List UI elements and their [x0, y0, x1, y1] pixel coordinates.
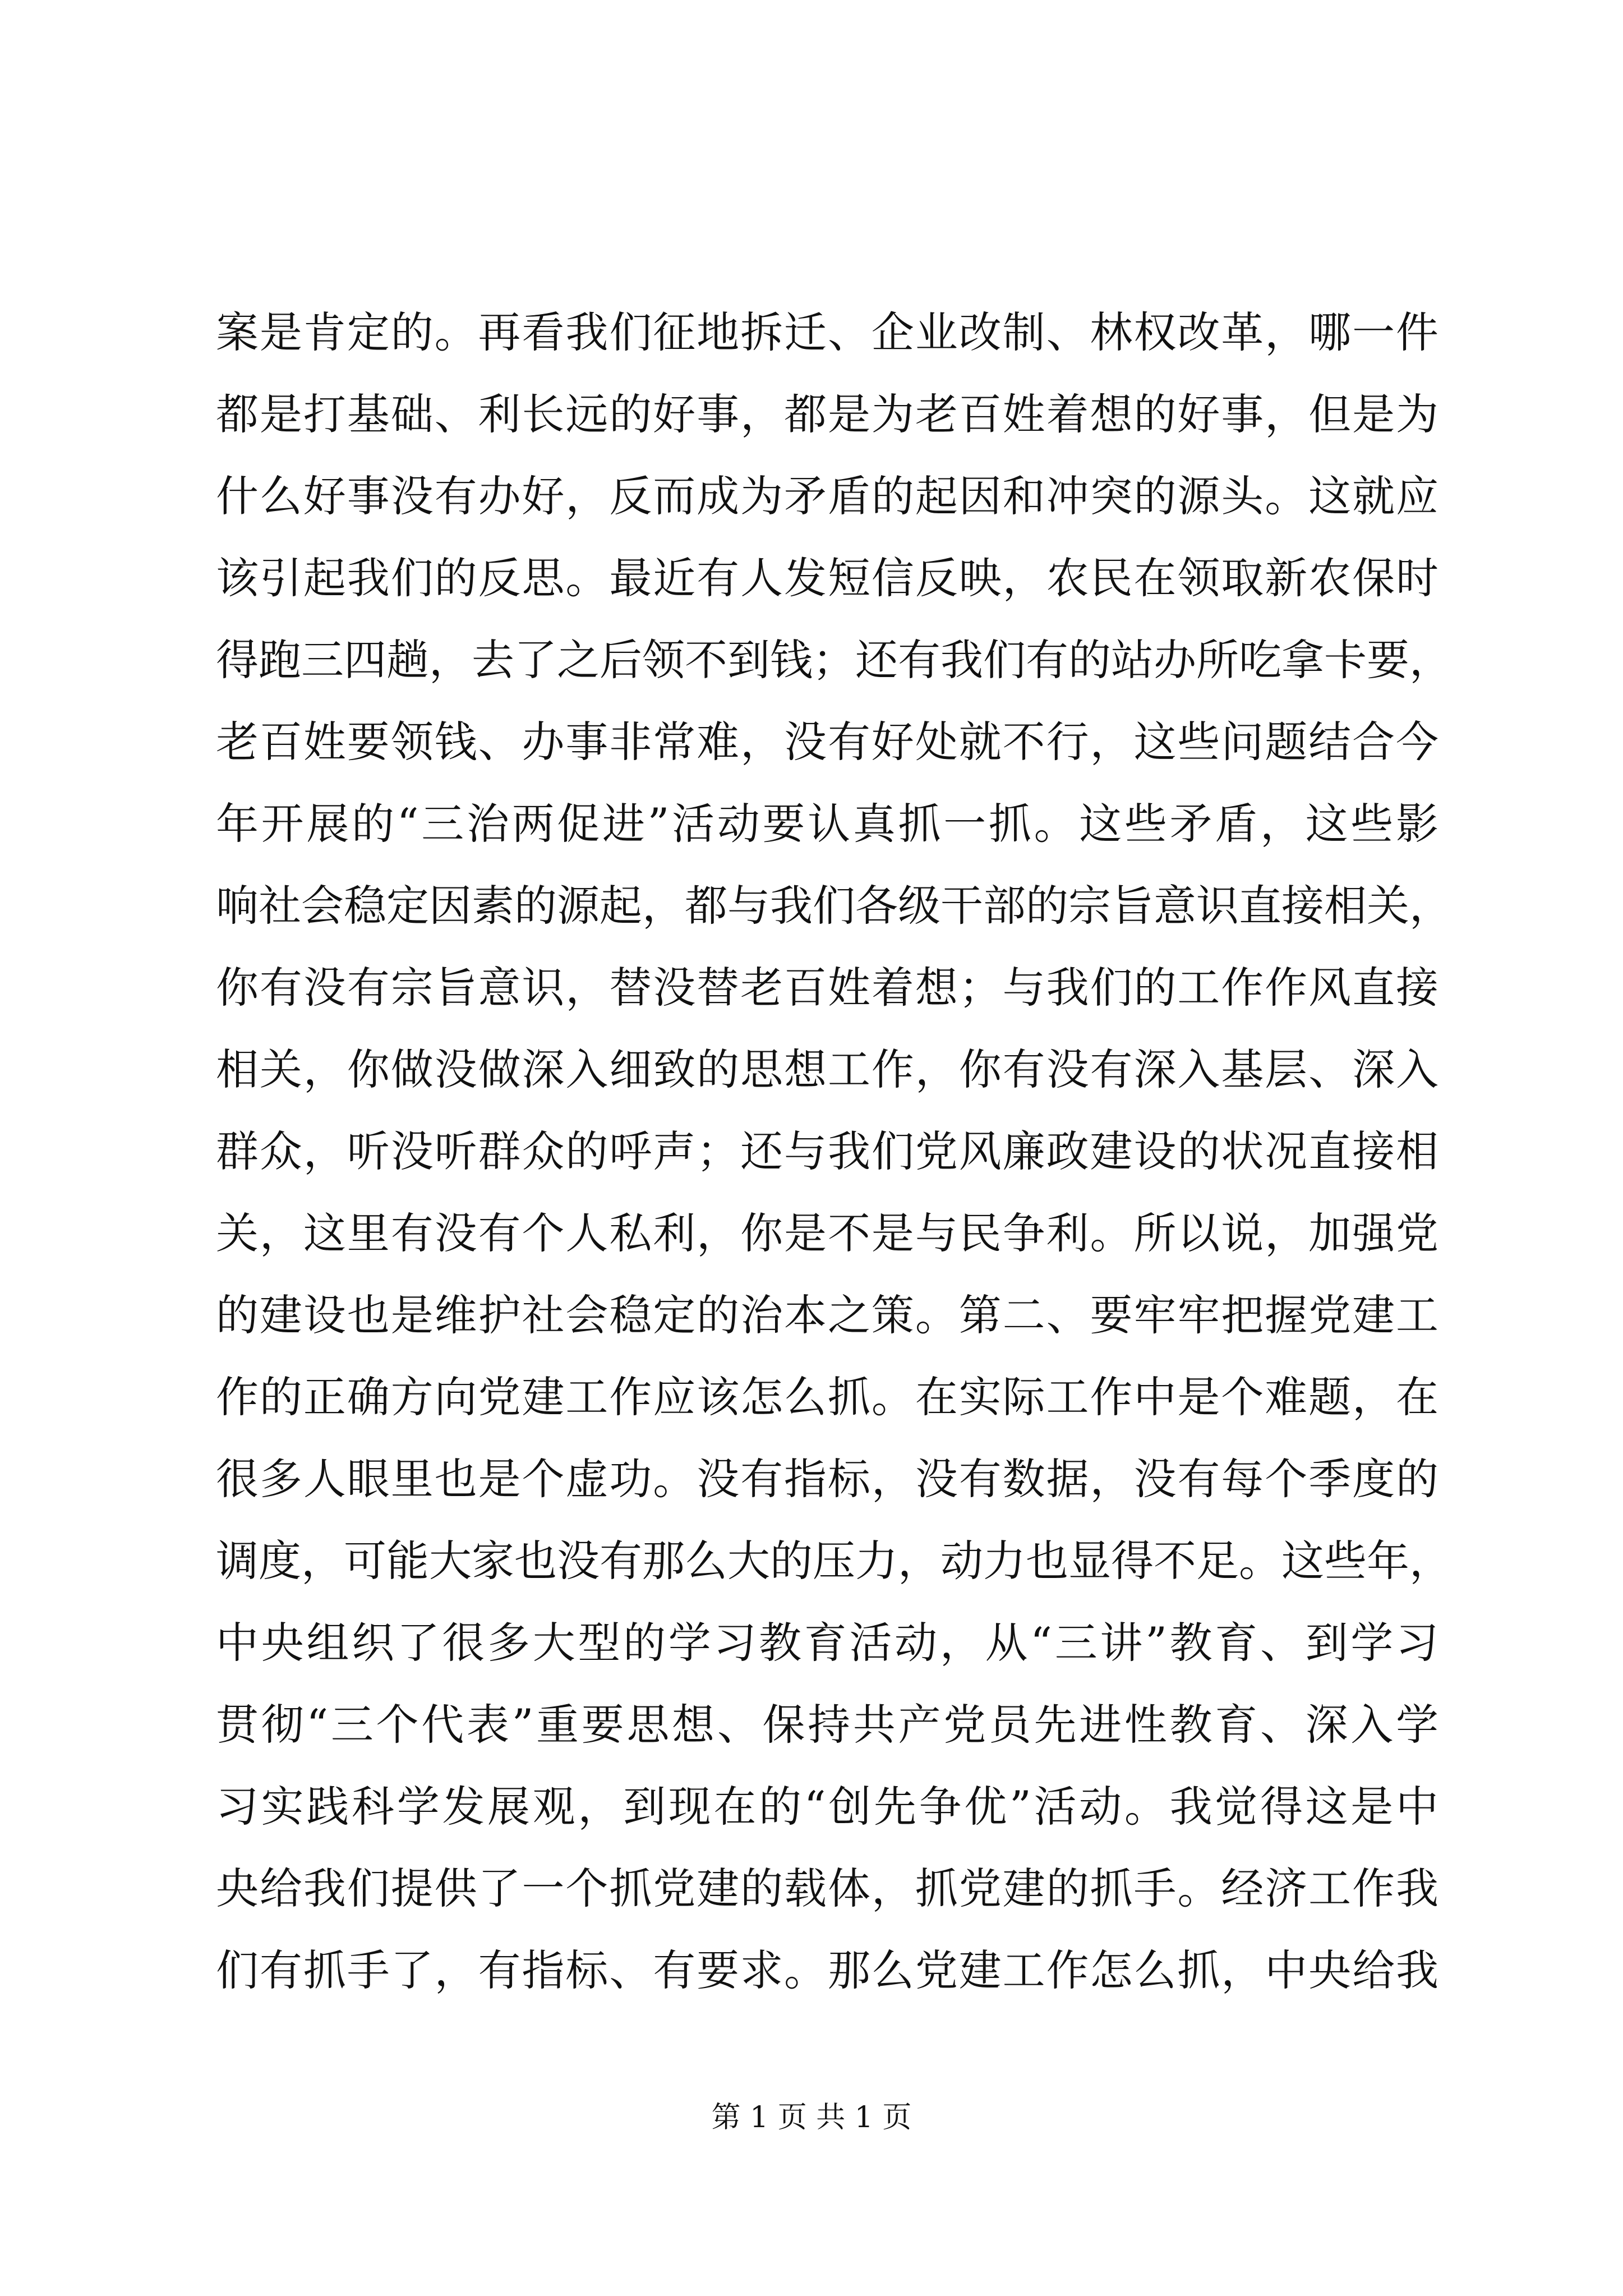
- text-line: 群众，听没听群众的呼声；还与我们党风廉政建设的状况直接相: [216, 1126, 1438, 1176]
- text-line: 关，这里有没有个人私利，你是不是与民争利。所以说，加强党: [216, 1208, 1438, 1258]
- text-line: 央给我们提供了一个抓党建的载体，抓党建的抓手。经济工作我: [216, 1864, 1438, 1913]
- text-line: 们有抓手了，有指标、有要求。那么党建工作怎么抓，中央给我: [216, 1945, 1438, 1995]
- text-line: 响社会稳定因素的源起，都与我们各级干部的宗旨意识直接相关，: [216, 881, 1452, 931]
- body-text: [216, 292, 1452, 2012]
- text-line: 老百姓要领钱、办事非常难，没有好处就不行，这些问题结合今: [216, 717, 1438, 767]
- text-line: 你有没有宗旨意识，替没替老百姓着想；与我们的工作作风直接: [216, 963, 1438, 1013]
- text-line: 习实践科学发展观，到现在的“创先争优”活动。我觉得这是中: [216, 1782, 1438, 1832]
- text-line: 中央组织了很多大型的学习教育活动，从“三讲”教育、到学习: [216, 1618, 1438, 1668]
- text-line: 案是肯定的。再看我们征地拆迁、企业改制、林权改革，哪一件: [216, 307, 1438, 357]
- text-line: 贯彻“三个代表”重要思想、保持共产党员先进性教育、深入学: [216, 1700, 1438, 1750]
- text-line: 都是打基础、利长远的好事，都是为老百姓着想的好事，但是为: [216, 389, 1438, 439]
- text-line: 年开展的“三治两促进”活动要认真抓一抓。这些矛盾，这些影: [216, 799, 1438, 849]
- page-footer: 第 1 页 共 1 页: [711, 2101, 912, 2134]
- text-line: 该引起我们的反思。最近有人发短信反映，农民在领取新农保时: [216, 553, 1438, 603]
- text-line: 得跑三四趟，去了之后领不到钱；还有我们有的站办所吃拿卡要，: [216, 635, 1452, 685]
- text-line: 什么好事没有办好，反而成为矛盾的起因和冲突的源头。这就应: [216, 471, 1438, 521]
- text-line: 的建设也是维护社会稳定的治本之策。第二、要牢牢把握党建工: [216, 1290, 1438, 1340]
- text-line: 相关，你做没做深入细致的思想工作，你有没有深入基层、深入: [216, 1045, 1438, 1094]
- text-line: 很多人眼里也是个虚功。没有指标，没有数据，没有每个季度的: [216, 1454, 1438, 1504]
- text-line: 调度，可能大家也没有那么大的压力，动力也显得不足。这些年，: [216, 1536, 1452, 1586]
- text-line: 作的正确方向党建工作应该怎么抓。在实际工作中是个难题，在: [216, 1372, 1438, 1422]
